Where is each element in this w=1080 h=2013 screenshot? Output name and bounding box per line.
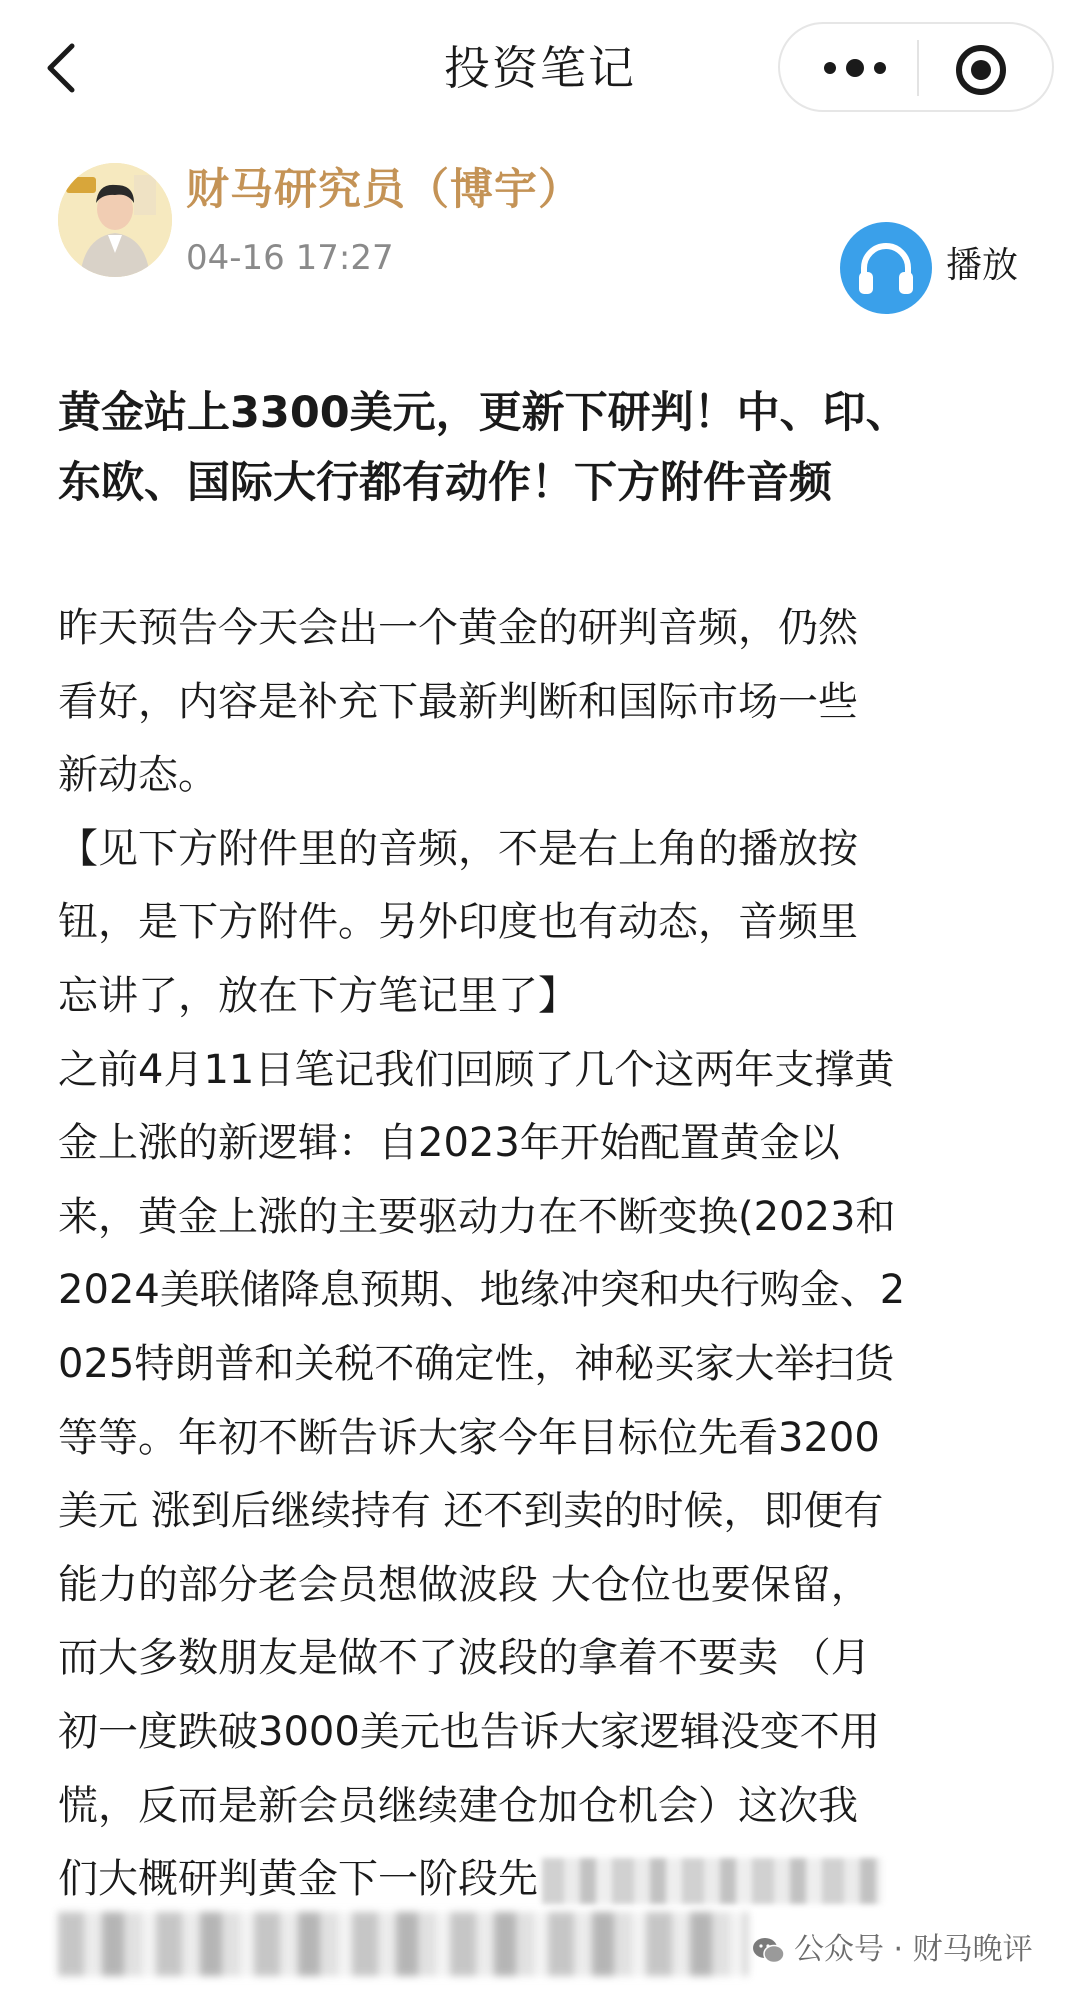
body-line: 025特朗普和关税不确定性，神秘买家大举扫货: [58, 1340, 895, 1387]
body-line-last: [58, 1843, 1018, 1917]
body-line: 慌，反而是新会员继续建仓加仓机会）这次我: [58, 1782, 858, 1829]
more-button[interactable]: [818, 50, 892, 86]
body-line: 来，黄金上涨的主要驱动力在不断变换(2023和: [58, 1193, 896, 1240]
avatar-portrait-icon: [58, 163, 172, 277]
body-line-text: 们大概研判黄金下一阶段先: [58, 1856, 538, 1903]
body-line: 能力的部分老会员想做波段 大仓位也要保留，: [58, 1561, 871, 1608]
post-title: [58, 378, 1018, 518]
capsule-divider: [917, 40, 919, 96]
close-mini-program-button[interactable]: [955, 44, 1007, 96]
avatar[interactable]: [58, 163, 172, 277]
mini-program-capsule: [778, 22, 1054, 112]
post-time: 04-16 17:27: [186, 238, 394, 278]
body-line: 钮，是下方附件。另外印度也有动态，音频里: [58, 899, 858, 946]
watermark-text: 公众号 · 财马晚评: [794, 1932, 1033, 1967]
body-line: 看好，内容是补充下最新判断和国际市场一些: [58, 678, 858, 725]
play-audio-button[interactable]: [840, 222, 932, 314]
body-line: 而大多数朋友是做不了波段的拿着不要卖 （月: [58, 1635, 871, 1682]
body-line: 新动态。: [58, 752, 218, 799]
post-title-line: 东欧、国际大行都有动作！下方附件音频: [58, 458, 832, 508]
target-circle-icon: [955, 44, 1007, 96]
body-line: 初一度跌破3000美元也告诉大家逻辑没变不用: [58, 1708, 880, 1755]
post-body: [58, 592, 1018, 1917]
body-line: 金上涨的新逻辑：自2023年开始配置黄金以: [58, 1120, 840, 1167]
blurred-text-row: [58, 1912, 748, 1976]
body-line: 2024美联储降息预期、地缘冲突和央行购金、2: [58, 1267, 906, 1314]
more-dots-icon: [818, 50, 892, 86]
wechat-icon: [752, 1936, 786, 1966]
body-line: 忘讲了，放在下方笔记里了】: [58, 972, 578, 1019]
headphones-icon: [840, 222, 932, 314]
body-line: 昨天预告今天会出一个黄金的研判音频，仍然: [58, 605, 858, 651]
body-line: 美元 涨到后继续持有 还不到卖的时候，即便有: [58, 1488, 884, 1535]
page-title: 投资笔记: [444, 41, 636, 95]
post-title-line: 黄金站上3300美元，更新下研判！中、印、: [58, 388, 909, 438]
top-bar: [0, 0, 1080, 140]
body-line: 【见下方附件里的音频，不是右上角的播放按: [58, 825, 858, 872]
play-label[interactable]: 播放: [946, 245, 1019, 286]
body-line: 之前4月11日笔记我们回顾了几个这两年支撑黄: [58, 1046, 895, 1093]
author-name[interactable]: 财马研究员（博宇）: [186, 165, 582, 215]
blurred-text: [542, 1858, 882, 1904]
body-line: 等等。年初不断告诉大家今年目标位先看3200: [58, 1414, 880, 1461]
watermark: [752, 1928, 1033, 1972]
